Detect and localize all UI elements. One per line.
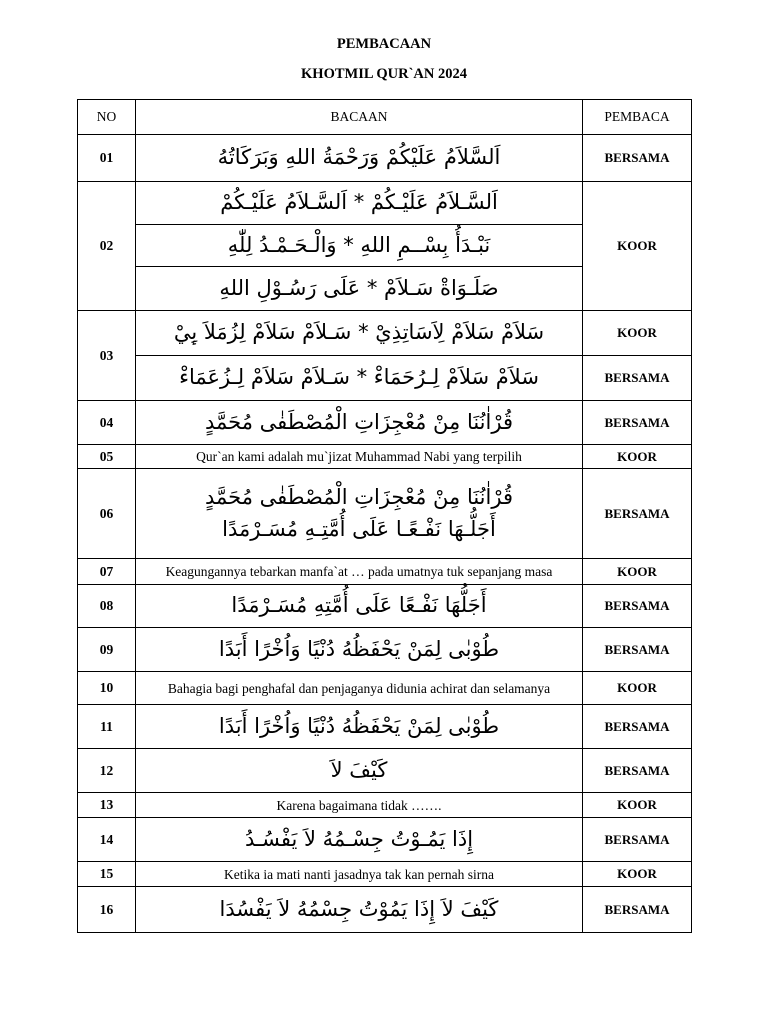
reading-arabic: سَلاَمْ سَلاَمْ لِاَسَاتِذِيْ * سَـلاَمْ سَلاَمْ لِزُمَلاَ ىِٕيْ: [136, 311, 583, 356]
reader: KOOR: [583, 445, 692, 469]
header-bacaan: BACAAN: [136, 100, 583, 135]
row-number: 14: [78, 818, 136, 862]
table-row: [78, 311, 692, 356]
reader: BERSAMA: [583, 628, 692, 672]
reading-arabic: أَجَلُّـهَا نَفْـعًـا عَلَى أُمَّتِـهِ مُسَـرْمَدًا: [222, 516, 496, 541]
table-row: [78, 559, 692, 585]
table-row: [78, 182, 692, 225]
reader: BERSAMA: [583, 585, 692, 628]
reader: BERSAMA: [583, 469, 692, 559]
reading-arabic: طُوْبٰى لِمَنْ يَحْفَظُهُ دُنْيًا وَاُخْرًا أَبَدًا: [136, 628, 583, 672]
row-number: 04: [78, 401, 136, 445]
row-number: 08: [78, 585, 136, 628]
row-number: 09: [78, 628, 136, 672]
reader: BERSAMA: [583, 356, 692, 401]
reader: BERSAMA: [583, 887, 692, 933]
table-row: [78, 585, 692, 628]
row-number: 12: [78, 749, 136, 793]
reading-arabic: اَلسَّلاَمُ عَلَيْكُمْ وَرَحْمَةُ اللهِ وَبَرَكَاتُهُ: [136, 135, 583, 182]
row-number: 11: [78, 705, 136, 749]
row-number: 10: [78, 672, 136, 705]
row-number: 16: [78, 887, 136, 933]
table-row: [78, 818, 692, 862]
row-number: 13: [78, 793, 136, 818]
header-no: NO: [78, 100, 136, 135]
reader: KOOR: [583, 311, 692, 356]
row-number: 07: [78, 559, 136, 585]
row-number: 05: [78, 445, 136, 469]
reading-translation: Ketika ia mati nanti jasadnya tak kan pernah sirna: [136, 862, 583, 887]
reading-arabic: طُوْبٰى لِمَنْ يَحْفَظُهُ دُنْيًا وَاُخْرًا أَبَدًا: [136, 705, 583, 749]
reading-arabic: صَلَـوَاةْ سَـلاَمْ * عَلَى رَسُـوْلِ اللهِ: [136, 267, 583, 311]
reader: KOOR: [583, 672, 692, 705]
table-row: [78, 135, 692, 182]
table-row: [78, 862, 692, 887]
reader: BERSAMA: [583, 818, 692, 862]
reading-arabic: قُرْاٰنُنَا مِنْ مُعْجِزَاتِ الْمُصْطَفٰى مُحَمَّدٍ: [204, 485, 513, 510]
reader: BERSAMA: [583, 401, 692, 445]
reading-translation: Karena bagaimana tidak …….: [136, 793, 583, 818]
row-number: 02: [78, 182, 136, 311]
reading-arabic-block: [136, 469, 583, 559]
reading-arabic: قُرْاٰنُنَا مِنْ مُعْجِزَاتِ الْمُصْطَفٰى مُحَمَّدٍ: [136, 401, 583, 445]
table-row: [78, 356, 692, 401]
reading-arabic: كَيْفَ لاَ: [136, 749, 583, 793]
row-number: 03: [78, 311, 136, 401]
reading-schedule-table: [77, 99, 692, 933]
document-subtitle: KHOTMIL QUR`AN 2024: [301, 66, 467, 82]
header-pembaca: PEMBACA: [583, 100, 692, 135]
table-row: [78, 469, 692, 559]
table-row: [78, 401, 692, 445]
table-row: [78, 749, 692, 793]
reading-arabic: نَبْـدَأُ بِسْــمِ اللهِ * وَالْـحَـمْـدُ لِلّٰهِ: [136, 225, 583, 267]
reading-translation: Keagungannya tebarkan manfa`at … pada umatnya tuk sepanjang masa: [136, 559, 583, 585]
reader: BERSAMA: [583, 749, 692, 793]
table-header-row: [78, 100, 692, 135]
table-row: [78, 793, 692, 818]
table-row: [78, 445, 692, 469]
row-number: 06: [78, 469, 136, 559]
document-title: PEMBACAAN: [336, 36, 432, 52]
table-row: [78, 672, 692, 705]
table-row: [78, 887, 692, 933]
reading-arabic: سَلاَمْ سَلاَمْ لِـرُحَمَاءْ * سَـلاَمْ سَلاَمْ لِـزُعَمَاءْ: [136, 356, 583, 401]
reading-arabic: اَلسَّـلاَمُ عَلَيْـكُمْ * اَلسَّـلاَمُ عَلَيْـكُمْ: [136, 182, 583, 225]
row-number: 15: [78, 862, 136, 887]
table-row: [78, 628, 692, 672]
reader: KOOR: [583, 862, 692, 887]
reading-arabic: أَجَلُّهَا نَفْـعًا عَلَى أُمَّتِهِ مُسَـرْمَدًا: [136, 585, 583, 628]
reading-arabic: كَيْفَ لاَ إِذَا يَمُوْتُ جِسْمُهُ لاَ يَفْسُدَا: [136, 887, 583, 933]
row-number: 01: [78, 135, 136, 182]
table-row: [78, 705, 692, 749]
reader: KOOR: [583, 793, 692, 818]
reader: BERSAMA: [583, 705, 692, 749]
reader: KOOR: [583, 182, 692, 311]
reader: KOOR: [583, 559, 692, 585]
reading-arabic: إِذَا يَمُـوْتُ جِسْـمُهُ لاَ يَفْسُـدُ: [136, 818, 583, 862]
reading-translation: Qur`an kami adalah mu`jizat Muhammad Nabi yang terpilih: [136, 445, 583, 469]
reader: BERSAMA: [583, 135, 692, 182]
reading-translation: Bahagia bagi penghafal dan penjaganya didunia achirat dan selamanya: [136, 672, 583, 705]
